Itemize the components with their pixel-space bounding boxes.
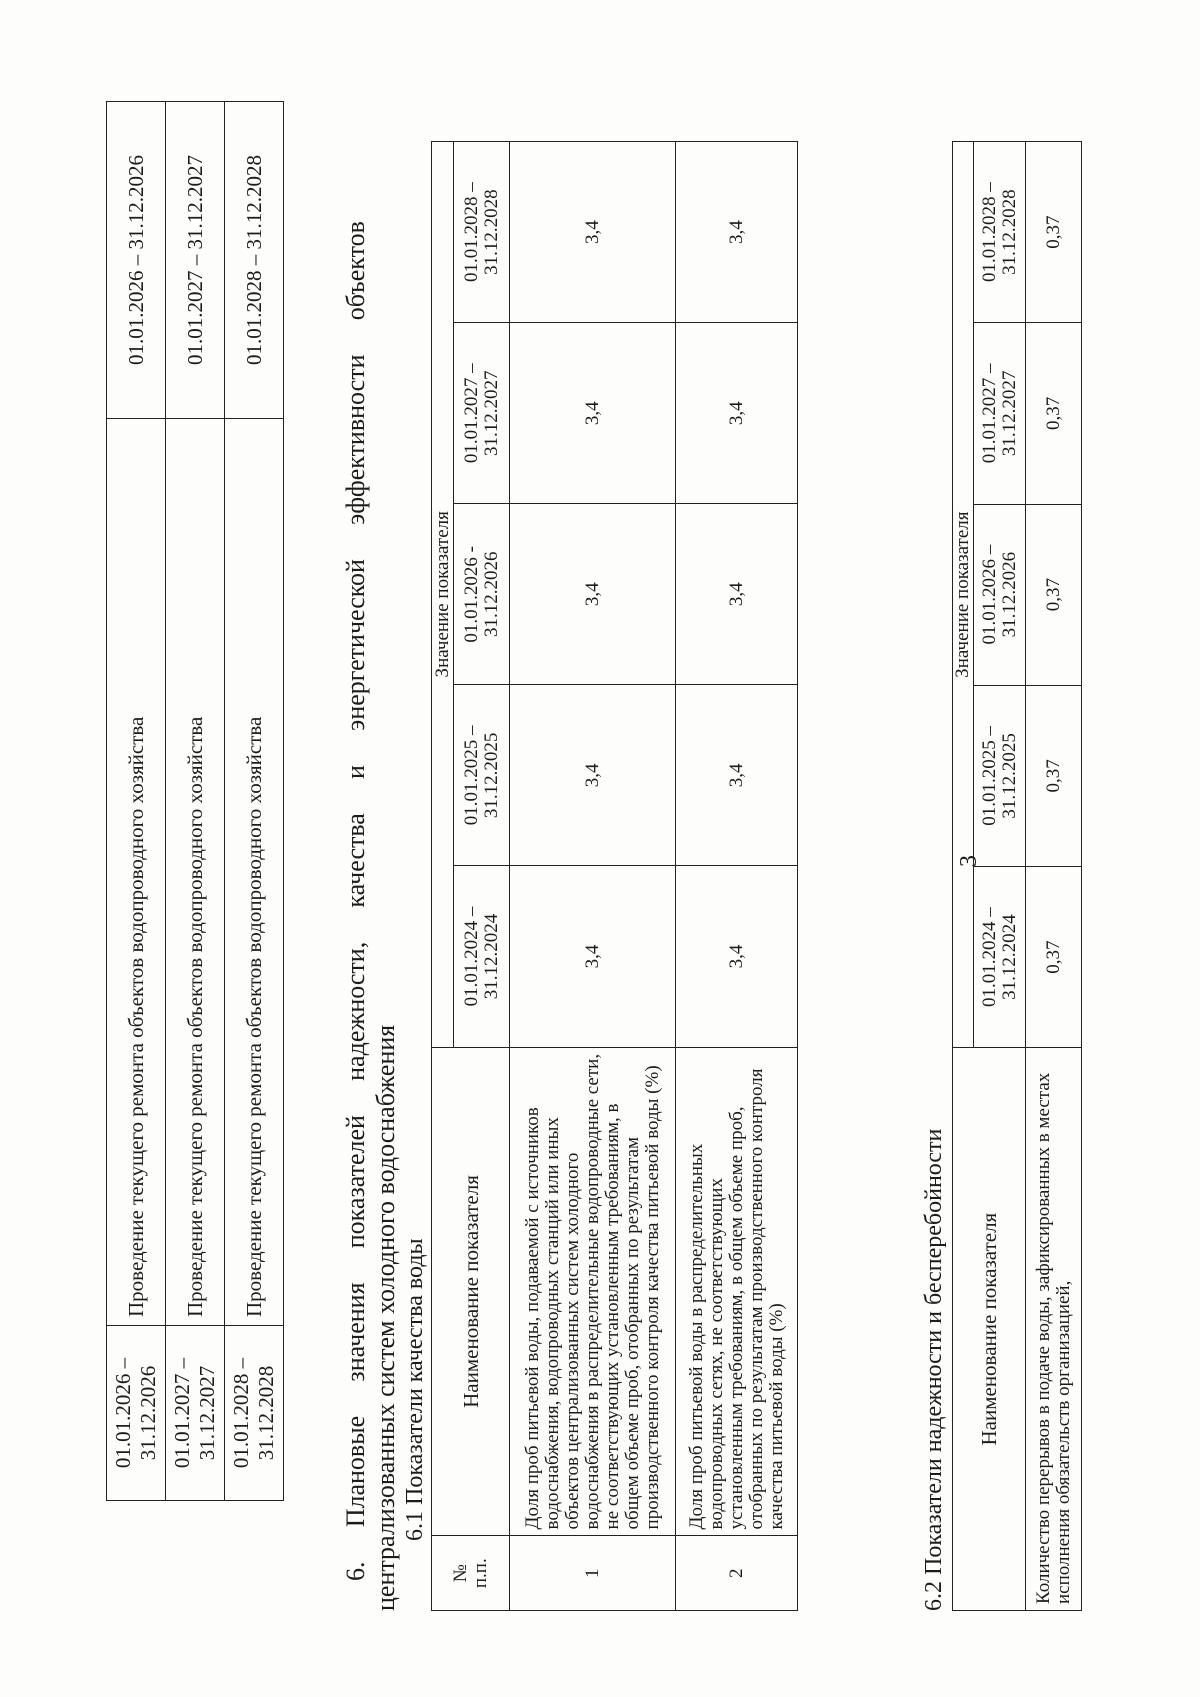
- heading-word: значения: [341, 1282, 370, 1382]
- work-cell: Проведение текущего ремонта объектов водопроводного хозяйства: [166, 419, 225, 1326]
- period-header: 01.01.2024 – 31.12.2024: [454, 866, 510, 1047]
- table-row: [510, 142, 676, 1611]
- section-6-heading: [341, 221, 401, 1611]
- value-cell: 0,37: [1026, 867, 1082, 1048]
- period-header: 01.01.2024 – 31.12.2024: [974, 867, 1026, 1048]
- value-cell: 3,4: [510, 323, 676, 504]
- rotated-document-page: [86, 51, 1126, 1611]
- value-cell: 0,37: [1026, 685, 1082, 866]
- indicator-name: Доля проб питьевой воды в распределительных водопроводных сетях, не соответствующих установленным требованиям, в общем объеме проб, отобранных по результатам производственного контроля качества питьевой воды (%): [676, 1047, 798, 1536]
- value-cell: 3,4: [510, 142, 676, 323]
- value-cell: 3,4: [510, 866, 676, 1047]
- dates-cell: 01.01.2026 – 31.12.2026: [107, 102, 166, 419]
- dates-cell: 01.01.2027 – 31.12.2027: [166, 102, 225, 419]
- value-cell: 0,37: [1026, 323, 1082, 504]
- period-header: 01.01.2025 – 31.12.2025: [974, 685, 1026, 866]
- water-quality-table: [431, 141, 798, 1611]
- work-cell: Проведение текущего ремонта объектов водопроводного хозяйства: [107, 419, 166, 1326]
- heading-word: и: [341, 765, 370, 779]
- value-cell: 0,37: [1026, 142, 1082, 323]
- heading-word: объектов: [341, 221, 370, 321]
- heading-word: энергетической: [341, 559, 370, 731]
- value-cell: 3,4: [676, 504, 798, 685]
- header-row: [432, 142, 454, 1611]
- value-cell: 3,4: [510, 685, 676, 866]
- heading-word: Плановые: [341, 1415, 370, 1528]
- table-row: [166, 102, 225, 1501]
- indicator-name: Доля проб питьевой воды, подаваемой с источников водоснабжения, водопроводных станций или иных объектов централизованных систем холодного водоснабжения в распределительные водопроводные сети, не соответствующих установленным требованиям, в общем объеме проб, отобранных по результатам производственного контроля качества питьевой воды (%): [510, 1047, 676, 1536]
- heading-word: качества: [341, 813, 370, 908]
- col-name-header: Наименование показателя: [432, 1047, 510, 1536]
- value-cell: 3,4: [676, 142, 798, 323]
- subsection-6-1-title: 6.1 Показатели качества воды: [402, 1238, 428, 1541]
- col-value-header: Значение показателя: [953, 142, 974, 1048]
- section-6-heading-line1: [341, 221, 371, 1611]
- heading-word: эффективности: [341, 354, 370, 525]
- period-header: 01.01.2027 – 31.12.2027: [974, 323, 1026, 504]
- value-cell: 3,4: [676, 866, 798, 1047]
- col-value-header: Значение показателя: [432, 142, 454, 1048]
- period-cell: 01.01.2027 – 31.12.2027: [166, 1326, 225, 1501]
- period-header: 01.01.2028 – 31.12.2028: [454, 142, 510, 323]
- period-cell: 01.01.2028 – 31.12.2028: [225, 1326, 284, 1501]
- repair-schedule-table: [106, 101, 284, 1501]
- page-number: 3: [956, 855, 982, 867]
- row-number: 1: [510, 1536, 676, 1611]
- col-name-header: Наименование показателя: [953, 1048, 1026, 1611]
- reliability-table: [952, 141, 1082, 1611]
- header-row: [953, 142, 974, 1611]
- subsection-6-2-title: 6.2 Показатели надежности и бесперебойности: [921, 1128, 947, 1611]
- table-row: [225, 102, 284, 1501]
- period-header: 01.01.2026 - 31.12.2026: [454, 504, 510, 685]
- period-header: 01.01.2027 – 31.12.2027: [454, 323, 510, 504]
- col-num-header: № п.п.: [432, 1536, 510, 1611]
- row-number: 2: [676, 1536, 798, 1611]
- table-row: [1026, 142, 1082, 1611]
- table-row: [676, 142, 798, 1611]
- period-header: 01.01.2026 – 31.12.2026: [974, 504, 1026, 685]
- indicator-name: Количество перерывов в подаче воды, зафиксированных в местах исполнения обязательств организацией,: [1026, 1048, 1082, 1611]
- dates-cell: 01.01.2028 – 31.12.2028: [225, 102, 284, 419]
- section-6-heading-line2: централизованных систем холодного водоснабжения: [371, 1024, 400, 1611]
- value-cell: 3,4: [676, 685, 798, 866]
- period-header: 01.01.2025 – 31.12.2025: [454, 685, 510, 866]
- period-header: 01.01.2028 – 31.12.2028: [974, 142, 1026, 323]
- period-cell: 01.01.2026 – 31.12.2026: [107, 1326, 166, 1501]
- value-cell: 3,4: [676, 323, 798, 504]
- value-cell: 0,37: [1026, 504, 1082, 685]
- value-cell: 3,4: [510, 504, 676, 685]
- heading-word: надежности,: [341, 941, 370, 1081]
- work-cell: Проведение текущего ремонта объектов водопроводного хозяйства: [225, 419, 284, 1326]
- section-number: 6.: [341, 1561, 370, 1581]
- heading-word: показателей: [341, 1115, 370, 1249]
- table-row: [107, 102, 166, 1501]
